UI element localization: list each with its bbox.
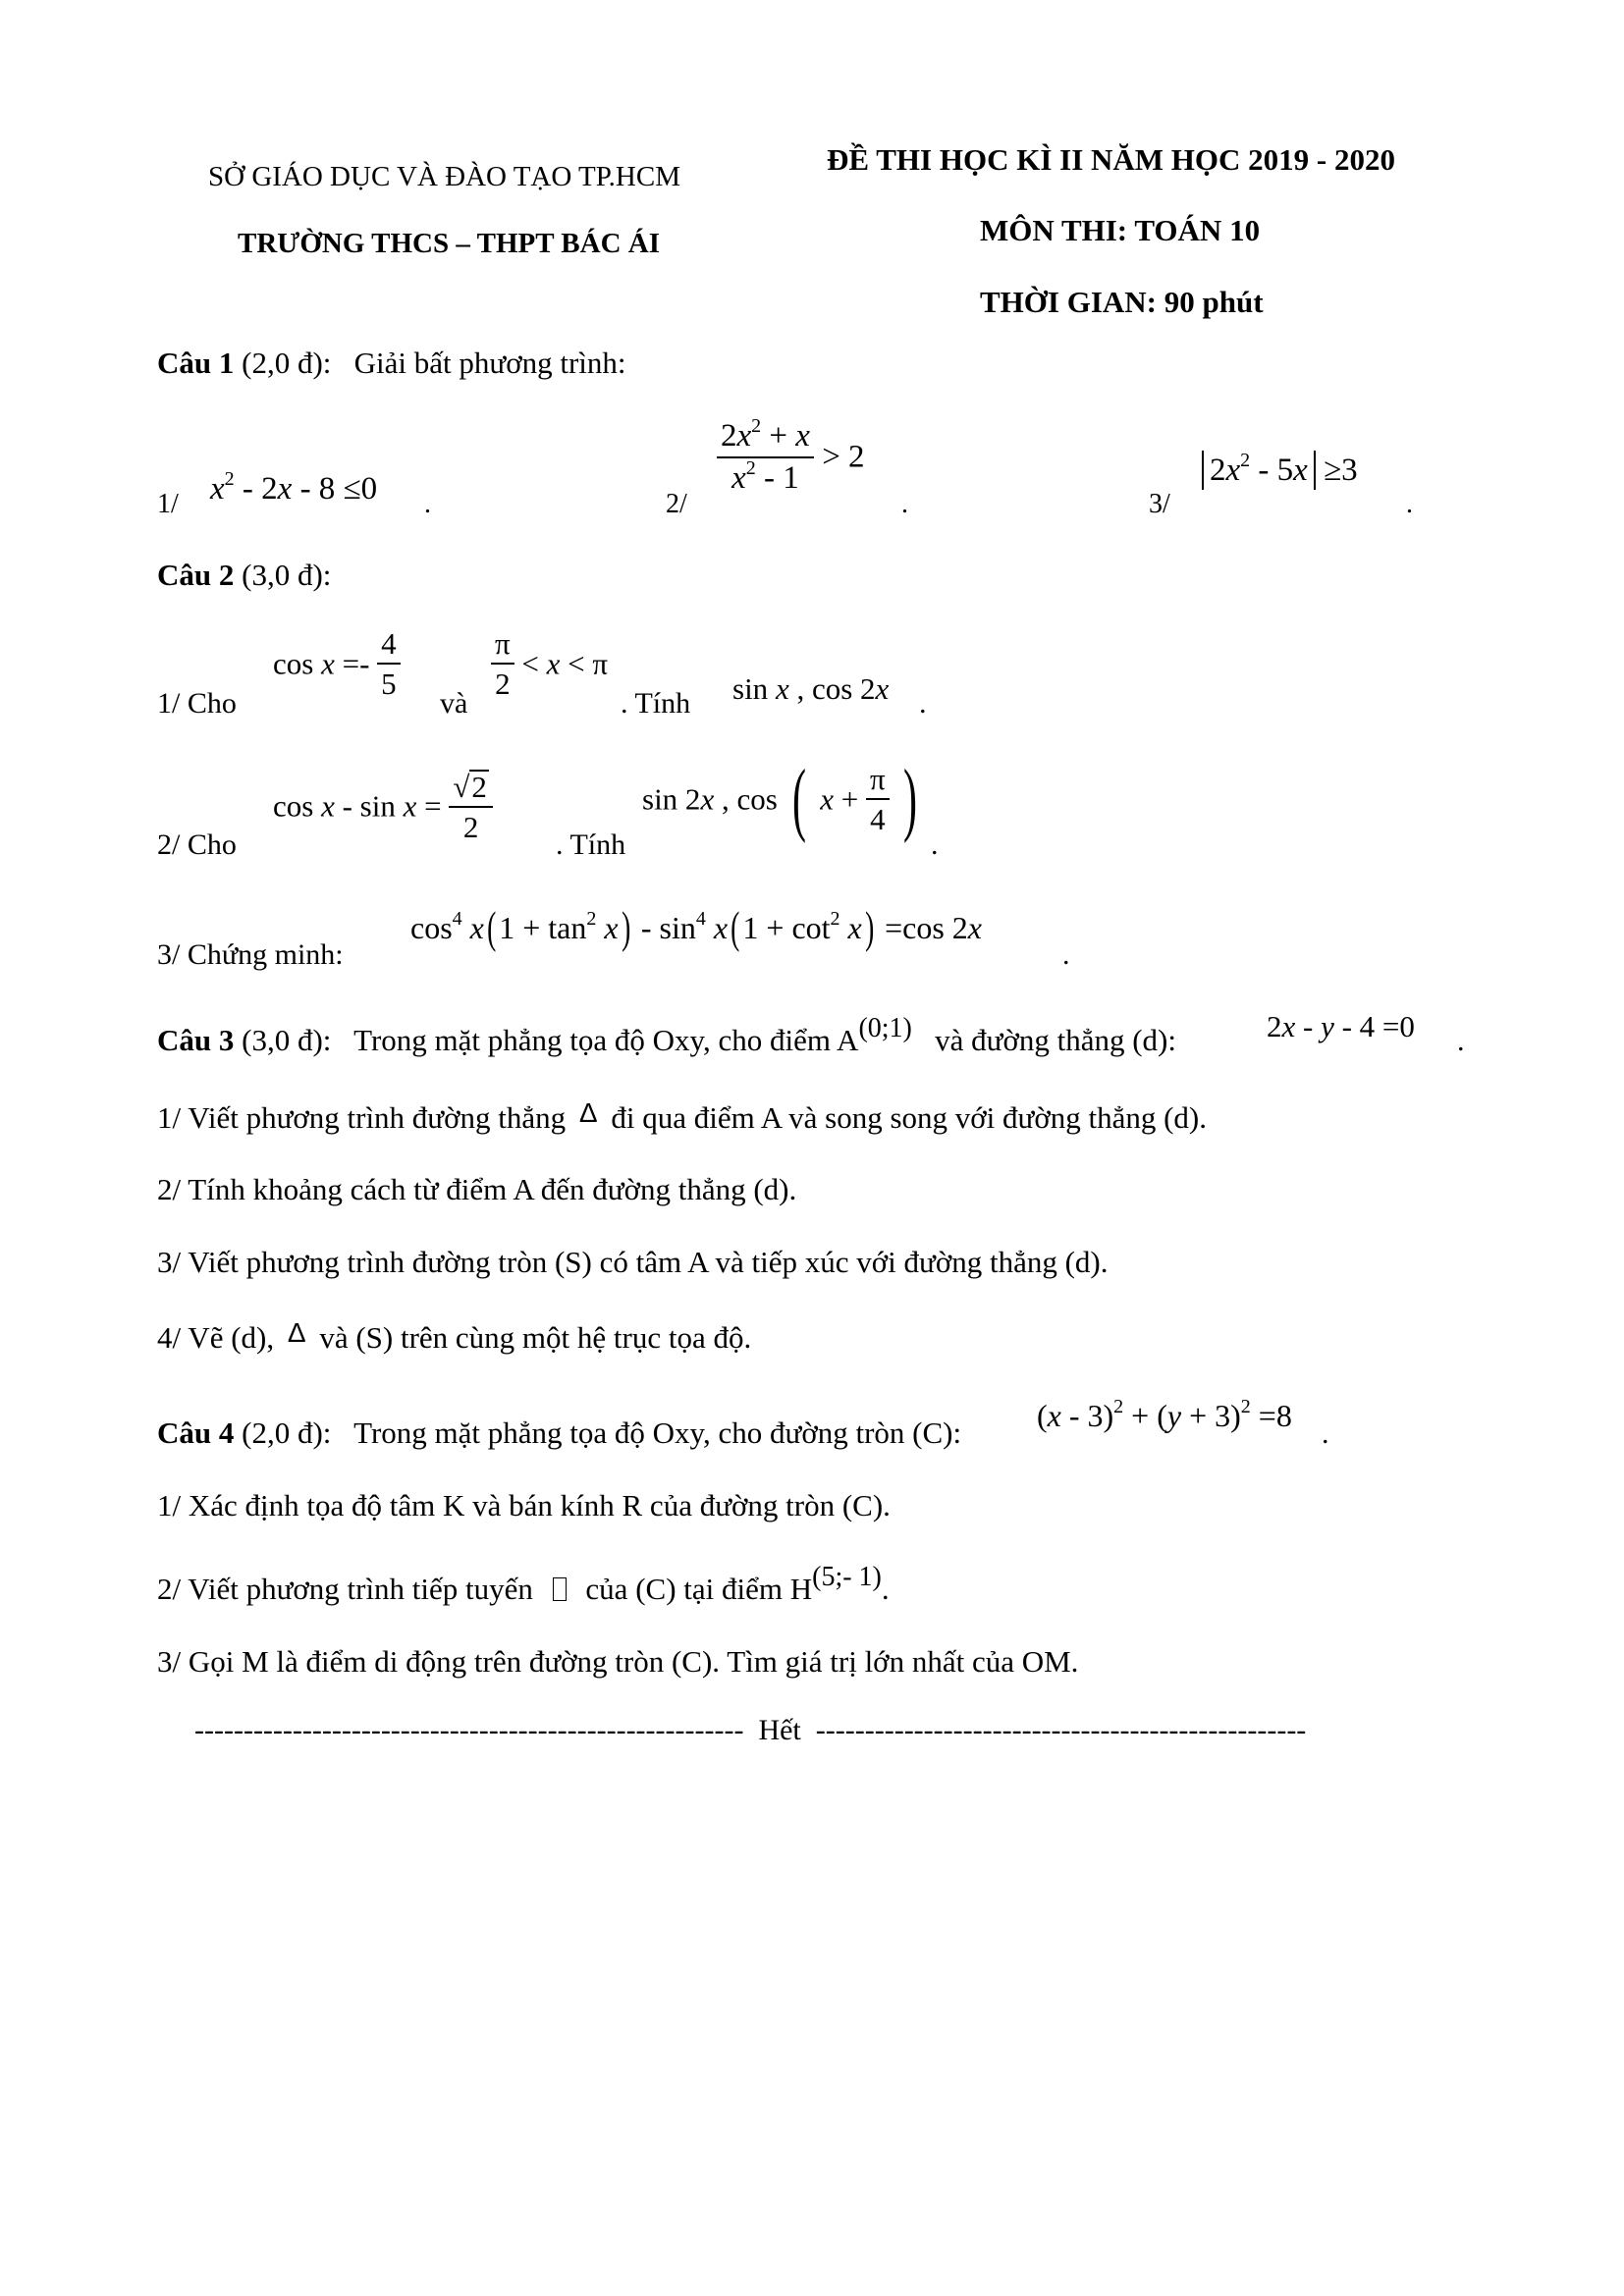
fraction: $\frac{\pi}{2}$: [491, 628, 514, 699]
and-word: và: [440, 687, 468, 720]
point-h-coords: (5;- 1): [812, 1562, 882, 1592]
question-4-item-2-text-a: 2/ Viết phương trình tiếp tuyến: [157, 1572, 533, 1606]
question-3-item-1: [157, 1097, 1208, 1135]
department-name: SỞ GIÁO DỤC VÀ ĐÀO TẠO TP.HCM: [208, 161, 680, 192]
question-2-item-3-lead: 3/ Chứng minh:: [157, 938, 344, 971]
compute-word: . Tính: [556, 828, 626, 861]
question-3-item-1-text-a: 1/ Viết phương trình đường thẳng: [157, 1100, 567, 1135]
question-3-item-1-text-b: đi qua điểm A và song song với đường thẳng (d).: [611, 1100, 1208, 1135]
question-1-item-2-label: 2/: [666, 489, 687, 519]
compute-word: . Tính: [621, 687, 691, 720]
period: .: [919, 687, 927, 720]
trig-identity: $\cos^4 x(1 + \tan^2 x) - \sin^4 x(1 + \cot^2 x) =\cos$ 2x: [410, 902, 982, 952]
question-4-item-3: 3/ Gọi M là điểm di động trên đường tròn (C). Tìm giá trị lớn nhất của OM.: [157, 1644, 1079, 1679]
period: .: [1406, 489, 1413, 519]
targets-2: sin 2x , cos ( x + $\frac{\pi}{4}$ ): [642, 753, 918, 844]
question-3-heading: [157, 1013, 1176, 1057]
question-4-item-1: 1/ Xác định tọa độ tâm K và bán kính R của đường tròn (C).: [157, 1488, 891, 1522]
circle-c-equation: $(x - 3)^2 + (y + 3)^2 =8$: [1037, 1396, 1292, 1433]
exam-title: ĐỀ THI HỌC KÌ II NĂM HỌC 2019 - 2020: [827, 142, 1395, 177]
question-3-item-3: 3/ Viết phương trình đường tròn (S) có tâm A và tiếp xúc với đường thẳng (d).: [157, 1245, 1109, 1279]
cos-value-equation: cos x =- $\frac{4}{5}$: [273, 628, 401, 699]
question-3-item-2: 2/ Tính khoảng cách từ điểm A đến đường thẳng (d).: [157, 1172, 797, 1206]
question-3-item-4-text-a: 4/ Vẽ (d),: [157, 1320, 275, 1355]
period: .: [1457, 1025, 1465, 1057]
question-1-prompt: Giải bất phương trình:: [353, 346, 626, 380]
fraction: $\frac{2x^2 + x}{x^2 - 1}$: [717, 420, 814, 495]
question-3-title: Câu 3: [157, 1023, 235, 1057]
question-1-heading: [157, 347, 626, 378]
missing-glyph-icon: [553, 1577, 567, 1601]
exam-subject: MÔN THI: TOÁN 10: [980, 213, 1261, 247]
dashes-left: --------------------------------------------------------: [194, 1714, 744, 1746]
question-2-item-2-lead: 2/ Cho: [157, 828, 237, 861]
question-4-item-2-text-b: của (C) tại điểm H: [585, 1572, 813, 1606]
question-1-title: Câu 1: [157, 346, 235, 380]
question-2-heading: [157, 560, 331, 590]
inequality-3: $2x^2 - 5x \ge 3$: [1202, 454, 1358, 487]
period: .: [1322, 1417, 1329, 1450]
question-4-intro: Trong mặt phẳng tọa độ Oxy, cho đường tròn (C):: [353, 1415, 962, 1450]
question-3-item-4: [157, 1317, 752, 1355]
question-1-item-1-label: 1/: [157, 489, 179, 519]
question-1-item-3-label: 3/: [1149, 489, 1170, 519]
inequality-1: $x^2 - 2x - 8 \le 0$: [210, 468, 378, 507]
question-2-title: Câu 2: [157, 558, 235, 592]
dashes-right: --------------------------------------------------: [815, 1714, 1307, 1746]
left-paren: (: [791, 753, 806, 844]
question-4-heading: [157, 1417, 961, 1448]
school-name: TRƯỜNG THCS – THPT BÁC ÁI: [238, 228, 660, 259]
right-paren: ): [903, 753, 918, 844]
question-4-item-2: 2/ Viết phương trình tiếp tuyến của (C) tại điểm H(5;- 1).: [157, 1562, 890, 1606]
delta-symbol: Δ: [287, 1317, 306, 1348]
point-a-coords: (0;1): [858, 1013, 912, 1043]
question-2-points: (3,0 đ):: [242, 558, 332, 592]
period: .: [424, 489, 431, 519]
question-3-item-4-text-b: và (S) trên cùng một hệ trục tọa độ.: [319, 1320, 752, 1355]
end-marker: [194, 1716, 1306, 1745]
question-3-points: (3,0 đ):: [242, 1023, 332, 1057]
fraction: $\frac{4}{5}$: [377, 628, 401, 699]
period: .: [901, 489, 908, 519]
line-d-equation: 2x - y - 4 =0: [1267, 1009, 1415, 1043]
angle-range: $\frac{\pi}{2}$ < x < π: [491, 628, 608, 699]
line-d-label: và đường thẳng (d):: [935, 1023, 1176, 1057]
inequality-2: $\frac{2x^2 + x}{x^2 - 1}$ > 2: [717, 420, 865, 495]
end-label: Hết: [758, 1714, 801, 1746]
question-2-item-1-lead: 1/ Cho: [157, 687, 237, 720]
cos-minus-sin-equation: cos x - sin x = √ 2 2: [273, 770, 493, 842]
question-3-intro: Trong mặt phẳng tọa độ Oxy, cho điểm A: [353, 1023, 859, 1057]
question-4-title: Câu 4: [157, 1415, 235, 1450]
question-1-points: (2,0 đ):: [242, 346, 332, 380]
exam-duration: THỜI GIAN: 90 phút: [980, 285, 1264, 319]
question-4-points: (2,0 đ):: [242, 1415, 332, 1450]
delta-symbol: Δ: [578, 1097, 598, 1128]
targets-1: sin x , cos 2x: [732, 671, 890, 706]
fraction: √ 2 2: [449, 770, 493, 842]
period: .: [931, 828, 939, 861]
period: .: [1062, 938, 1070, 971]
fraction: $\frac{\pi}{4}$: [866, 764, 890, 834]
